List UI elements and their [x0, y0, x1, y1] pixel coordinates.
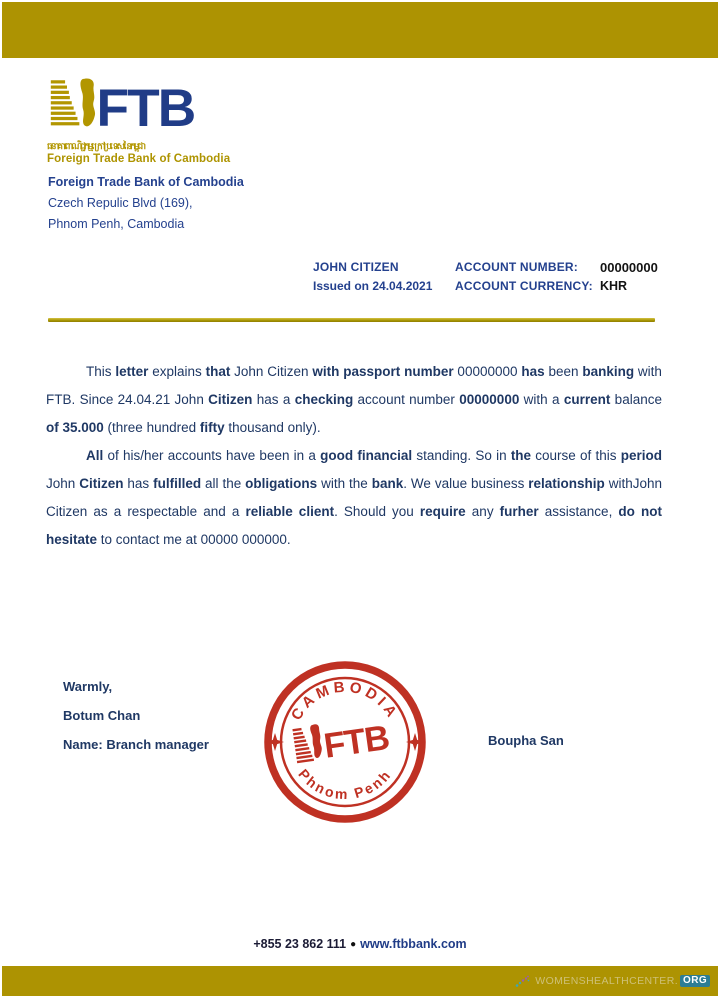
- account-currency-label: ACCOUNT CURRENCY:: [455, 279, 593, 293]
- account-number-label: ACCOUNT NUMBER:: [455, 260, 578, 274]
- signature-block: [63, 672, 209, 759]
- gold-divider-rule: [48, 318, 655, 322]
- account-info-block: [313, 258, 658, 296]
- bank-stamp: [261, 658, 429, 826]
- signer-name: Boupha San: [488, 733, 564, 748]
- bullet-separator-icon: ●: [350, 939, 357, 950]
- watermark-text: WOMENSHEALTHCENTER.: [535, 975, 679, 987]
- signature-name: Botum Chan: [63, 708, 141, 723]
- stamp-center-logo: [292, 714, 391, 769]
- address-line-1: Foreign Trade Bank of Cambodia: [48, 175, 244, 189]
- letter-paragraph: This letter explains that John Citizen with passport number 00000000 has been banking with FTB. Since 24.04.21 John Citizen has a checking account number 00000000 with a current balance of 35.000 (three hundred fifty thousand only).: [46, 364, 662, 435]
- footer-contact-line: [0, 937, 720, 951]
- account-holder-name: JOHN CITIZEN: [313, 260, 399, 274]
- ftb-logo-block: [47, 76, 277, 166]
- logo-khmer-text: ធនាគារពាណិជ្ជកម្មក្រៅប្រទេស នៃកម្ពុជា: [47, 141, 145, 151]
- letter-body: [46, 358, 662, 554]
- watermark-suffix-badge: ORG: [680, 975, 710, 987]
- address-line-2: Czech Repulic Blvd (169),: [48, 196, 193, 210]
- bank-address: [48, 172, 244, 235]
- watermark: [515, 974, 710, 988]
- logo-tagline: Foreign Trade Bank of Cambodia: [47, 153, 231, 165]
- stamp-bottom-text: Phnom Penh: [295, 765, 395, 803]
- bottom-gold-banner: [2, 966, 718, 996]
- issued-date: Issued on 24.04.2021: [313, 279, 433, 293]
- signature-closing: Warmly,: [63, 679, 113, 694]
- stamp-center-text: FTB: [321, 718, 392, 766]
- stamp-top-text: CAMBODIA: [288, 678, 402, 724]
- signature-title: Name: Branch manager: [63, 737, 209, 752]
- ftb-logo-text: FTB: [96, 78, 195, 134]
- website-link[interactable]: www.ftbbank.com: [360, 937, 467, 951]
- account-currency-value: KHR: [600, 279, 628, 293]
- letter-paragraph: All of his/her accounts have been in a good financial standing. So in the course of this period John Citizen has fulfilled all the obligations with the bank. We value business relationship withJohn Citizen as a respectable and a reliable client. Should you require any furher assistance, do not hesitate to contact me at 00000 000000.: [46, 448, 662, 547]
- address-line-3: Phnom Penh, Cambodia: [48, 217, 185, 231]
- ftb-logo-icon: [47, 76, 205, 134]
- account-number-value: 00000000: [600, 260, 658, 275]
- svg-text:CAMBODIA: [288, 679, 402, 724]
- top-gold-banner: [2, 2, 718, 58]
- footer-phone: +855 23 862 111: [253, 937, 347, 951]
- watermark-dots-icon: [515, 974, 533, 988]
